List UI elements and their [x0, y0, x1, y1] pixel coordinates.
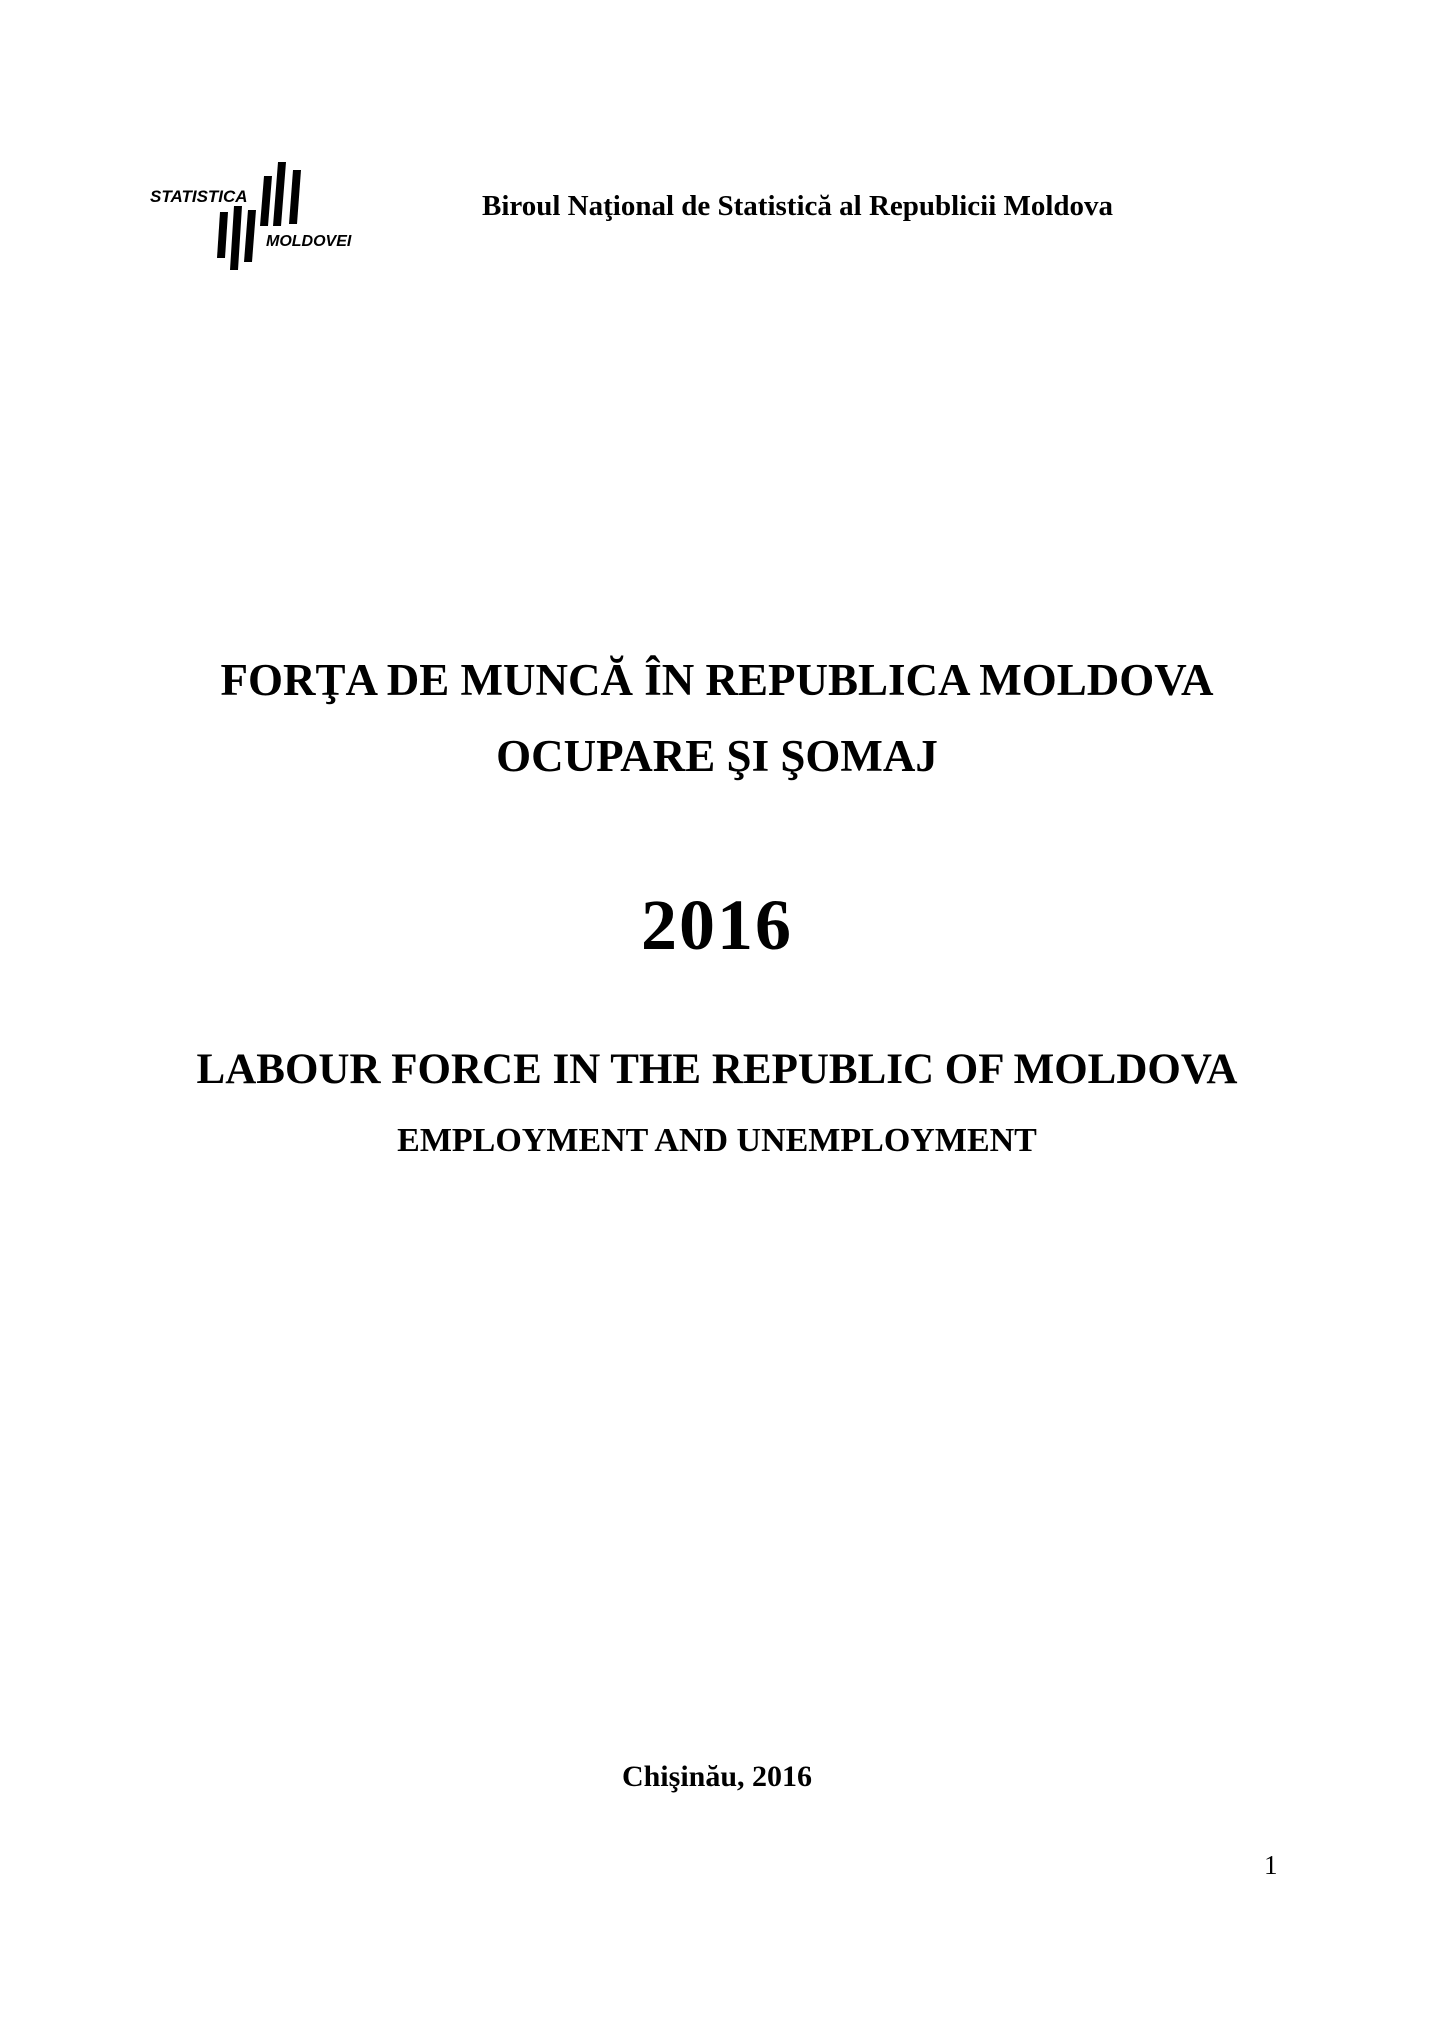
place-and-date: Chişinău, 2016 [621, 1760, 813, 1793]
logo-text-top: STATISTICA [150, 187, 248, 206]
title-english-line2: EMPLOYMENT AND UNEMPLOYMENT [397, 1122, 1037, 1159]
logo-text-bottom: MOLDOVEI [266, 233, 352, 250]
organization-name: Biroul Naţional de Statistică al Republicii Moldova [482, 190, 1114, 222]
publication-year: 2016 [641, 885, 793, 965]
title-romanian-line2: OCUPARE ŞI ŞOMAJ [496, 731, 938, 781]
title-english-line1: LABOUR FORCE IN THE REPUBLIC OF MOLDOVA [196, 1046, 1238, 1093]
page-number: 1 [1264, 1850, 1278, 1880]
title-romanian-line1: FORŢA DE MUNCĂ ÎN REPUBLICA MOLDOVA [220, 655, 1214, 705]
statistica-moldovei-logo [148, 158, 400, 274]
